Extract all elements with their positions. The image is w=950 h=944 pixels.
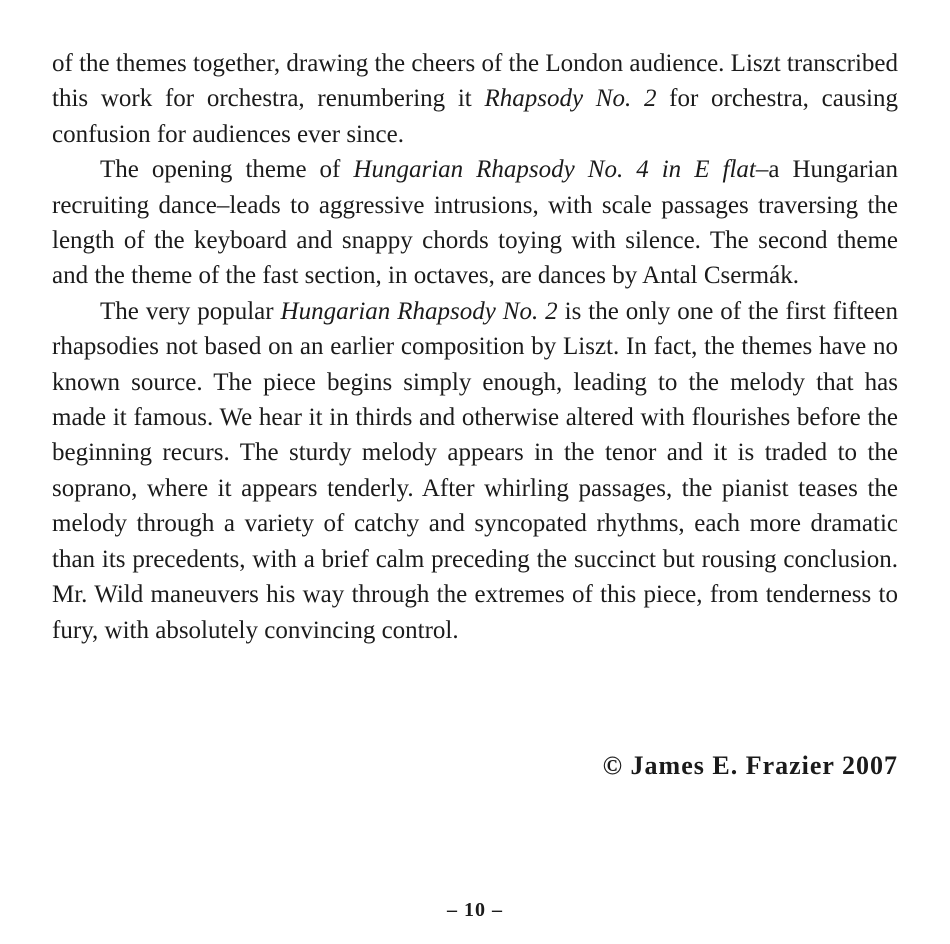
copyright-credit: © James E. Frazier 2007 (602, 751, 898, 780)
paragraph-1 (52, 46, 898, 152)
text-run: of the themes together, drawing the cheers of the London audience. Liszt transcribed this work for orchestra, renumbering it (52, 50, 898, 113)
program-notes-text (52, 46, 898, 648)
text-run: is the only one of the first fifteen rhapsodies not based on an earlier composition by Liszt. In fact, the themes have no known source. The piece begins simply enough, leading to the melody that has made it famous. We hear it in thirds and otherwise altered with flourishes before the beginning recurs. The sturdy melody appears in the tenor and it is traded to the soprano, where it appears tenderly. After whirling passages, the pianist teases the melody through a variety of catchy and syncopated rhythms, each more dramatic than its precedents, with a brief calm preceding the succinct but rousing conclusion. Mr. Wild maneuvers his way through the extremes of this piece, from tenderness to fury, with absolutely convincing control. (52, 297, 899, 644)
text-run: The opening theme of (100, 156, 354, 184)
paragraph-3 (52, 294, 898, 648)
paragraph-2 (52, 152, 898, 294)
work-title-italic: Hungarian Rhapsody No. 2 (280, 297, 558, 325)
text-run: for orchestra, causing confusion for audiences ever since. (52, 85, 898, 148)
work-title-italic: Hungarian Rhapsody No. 4 in E flat (353, 156, 756, 184)
page-number: – 10 – (447, 899, 503, 921)
text-run: The very popular (100, 297, 281, 325)
work-title-italic: Rhapsody No. 2 (484, 85, 657, 113)
text-run: –a Hungarian recruiting dance–leads to aggressive intrusions, with scale passages traversing the length of the keyboard and snappy chords toying with silence. The second theme and the theme of the fast section, in octaves, are dances by Antal Csermák. (52, 156, 898, 290)
